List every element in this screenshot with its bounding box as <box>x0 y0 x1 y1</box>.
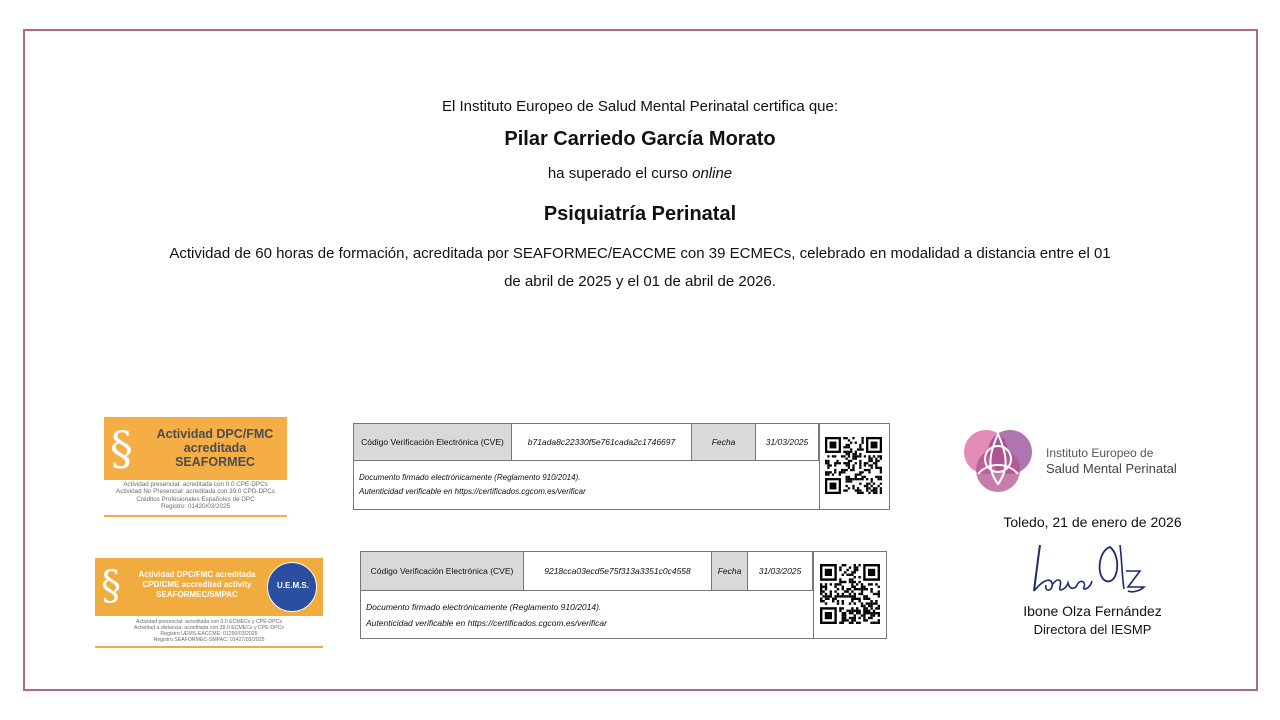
uems-emblem-text: U.E.M.S. <box>276 581 309 590</box>
cve-date-label: Fecha <box>712 552 748 591</box>
cve-note-signed: Documento firmado electrónicamente (Reglamento 910/2014). <box>359 473 581 482</box>
course-title: Psiquiatría Perinatal <box>543 203 737 225</box>
badge-underline <box>95 646 323 648</box>
cve-date-label: Fecha <box>692 424 756 461</box>
cve-header-label: Código Verificación Electrónica (CVE) <box>361 552 524 591</box>
uems-emblem-icon <box>267 562 317 612</box>
section-sign-icon: § <box>101 563 121 609</box>
cve-notes <box>366 599 607 631</box>
cve-note-signed: Documento firmado electrónicamente (Reglamento 910/2014). <box>366 602 602 612</box>
signer-name: Ibone Olza Fernández <box>1023 603 1162 619</box>
section-sign-icon: § <box>110 421 133 475</box>
badge-title-line: acreditada <box>183 441 247 455</box>
qr-code-icon <box>825 437 882 494</box>
badge-detail-line: Registro UEMS-EACCME: 01290/03/2025 <box>160 631 258 637</box>
badge-detail-line: Registro SEAFORMEC-SMPAC: 01427/03/2025 <box>153 637 265 643</box>
badge-details <box>104 481 287 511</box>
course-description <box>0 240 1280 296</box>
badge-detail-line: Actividad No Presencial: acreditada con 39.0 CPD-DPCs <box>116 488 275 496</box>
cve-divider <box>813 552 814 638</box>
cve-header-label: Código Verificación Electrónica (CVE) <box>354 424 512 461</box>
badge-detail-line: Actividad presencial: acreditada con 0.0 ECMECs y CPE-DPCs <box>136 619 282 625</box>
badge-detail-line: Créditos Profesionales Españoles de DPC <box>136 495 255 503</box>
qr-code-icon <box>820 564 880 624</box>
cve-code: 9218cca03ecd5e75f313a3351c0c4558 <box>524 552 712 591</box>
institute-logo <box>960 422 1200 502</box>
description-line-1: Actividad de 60 horas de formación, acreditada por SEAFORMEC/EACCME con 39 ECMECs, celebrado en modalidad a distancia entre el 01 <box>169 245 1111 262</box>
cve-date: 31/03/2025 <box>748 552 813 591</box>
badge-detail-line: Actividad presencial: acreditada con 0.0 CPE-DPCs <box>123 481 268 488</box>
badge-title-line: SEAFORMEC/SMPAC <box>156 590 238 599</box>
cve-verification-table-1 <box>353 423 890 510</box>
cve-code: b71ada8c22330f5e761cada2c1746697 <box>512 424 692 461</box>
cve-note-verify: Autenticidad verificable en https://certificados.cgcom.es/verificar <box>366 618 607 628</box>
uems-accreditation-badge <box>95 558 323 648</box>
badge-details <box>95 619 323 643</box>
seaformec-accreditation-badge <box>104 417 287 517</box>
recipient-name: Pilar Carriedo García Morato <box>504 128 776 150</box>
badge-title-line: Actividad DPC/FMC acreditada <box>138 570 256 579</box>
place-and-date: Toledo, 21 de enero de 2026 <box>1003 514 1182 530</box>
signer-role: Directora del IESMP <box>1033 622 1152 637</box>
institute-logo-mark-icon <box>960 422 1036 498</box>
course-prefix: ha superado el curso <box>547 165 688 182</box>
handwritten-signature <box>1028 537 1148 599</box>
certification-intro: El Instituto Europeo de Salud Mental Perinatal certifica que: <box>441 98 839 115</box>
course-statement <box>0 165 1280 182</box>
badge-detail-line: Actividad a distancia: acreditada con 39.0 ECMECs y CPE-DPCs <box>134 625 284 631</box>
badge-title <box>148 427 282 469</box>
cve-divider <box>819 424 820 509</box>
description-line-2: de abril de 2025 y el 01 de abril de 2026. <box>504 273 776 290</box>
badge-title-line: SEAFORMEC <box>175 455 255 469</box>
badge-title-line: CPD/CME accredited activity <box>142 580 252 589</box>
logo-text-line-1: Instituto Europeo de <box>1046 446 1154 460</box>
badge-detail-line: Registro: 01420/03/2025 <box>161 503 230 511</box>
cve-date: 31/03/2025 <box>756 424 819 461</box>
course-mode: online <box>692 165 733 182</box>
badge-title-line: Actividad DPC/FMC <box>156 427 274 441</box>
logo-text-line-2: Salud Mental Perinatal <box>1046 461 1177 476</box>
badge-title <box>129 570 265 600</box>
cve-notes <box>359 471 586 499</box>
badge-underline <box>104 515 287 517</box>
cve-verification-table-2 <box>360 551 887 639</box>
cve-note-verify: Autenticidad verificable en https://certificados.cgcom.es/verificar <box>359 487 586 496</box>
